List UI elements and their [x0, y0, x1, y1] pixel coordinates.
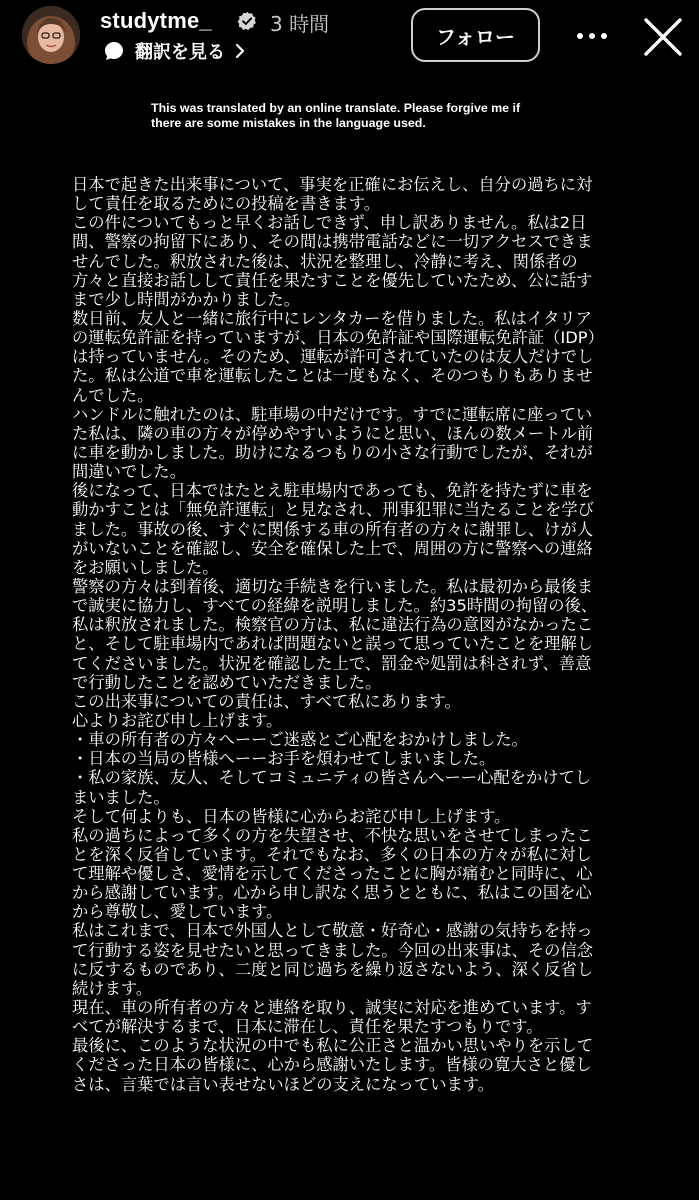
story-text-line: まいました。: [72, 787, 170, 807]
close-icon[interactable]: [640, 14, 686, 60]
story-text-line: べてが解決するまで、日本に滞在し、責任を果たすつもりです。: [72, 1017, 543, 1037]
avatar-image: [22, 6, 80, 64]
story-text-line: 現在、車の所有者の方々と連絡を取り、誠実に対応を進めています。す: [72, 998, 592, 1018]
story-text-line: 間違いでした。: [72, 462, 186, 482]
follow-button[interactable]: フォロー: [411, 8, 540, 62]
story-text-line: そして何よりも、日本の皆様に心からお詫び申し上げます。: [72, 806, 511, 826]
story-text-line: 私は釈放されました。検察官の方は、私に違法行為の意図がなかったこ: [72, 615, 594, 635]
story-text-line: た私は、隣の車の方々が停めやすいようにと思い、ほんの数メートル前: [72, 423, 594, 443]
story-text-line: の運転免許証を持っていますが、日本の免許証や国際運転免許証（IDP）: [72, 328, 604, 348]
story-text-line: 私はこれまで、日本で外国人として敬意・好奇心・感謝の気持ちを持っ: [72, 921, 593, 941]
story-text-line: た。私は公道で車を運転したことは一度もなく、そのつもりもありませ: [72, 366, 593, 386]
story-text-line: 方々と直接お話しして責任を果たすことを優先していたため、公に話す: [72, 270, 593, 290]
story-text-line: せんでした。釈放された後は、状況を整理し、冷静に考え、関係者の: [72, 251, 578, 271]
disclaimer-line: This was translated by an online translate. Please forgive me if: [151, 101, 521, 115]
story-text: [72, 175, 672, 1094]
story-text-line: がいないことを確認し、安全を確保した上で、周囲の方に警察への連絡: [72, 538, 593, 558]
story-text-line: をお願いしました。: [72, 557, 219, 577]
story-text-line: 数日前、友人と一緒に旅行中にレンタカーを借りました。私はイタリア: [72, 308, 592, 328]
story-text-line: 警察の方々は到着後、適切な手続きを行いました。私は最初から最後ま: [72, 576, 594, 596]
story-text-line: 心よりお詫び申し上げます。: [72, 710, 283, 730]
story-text-line: 日本で起きた出来事について、事実を正確にお伝えし、自分の過ちに対: [72, 175, 593, 194]
see-translation-link[interactable]: [103, 38, 247, 64]
story-text-line: ・私の家族、友人、そしてコミュニティの皆さんへーー心配をかけてし: [72, 768, 592, 788]
story-text-line: くださった日本の皆様に、心から感謝いたします。皆様の寛大さと優し: [72, 1055, 592, 1075]
story-text-line: と、そして駐車場内であれば問題ないと誤って思っていたことを理解し: [72, 634, 594, 654]
story-text-line: で誠実に協力し、すべての経緯を説明しました。約35時間の拘留の後、: [72, 596, 598, 616]
see-translation-label: 翻訳を見る: [135, 42, 225, 63]
story-text-line: 私の過ちによって多くの方を失望させ、不快な思いをさせてしまったこ: [72, 825, 593, 845]
story-header: [0, 0, 699, 80]
username[interactable]: studytme_: [100, 8, 212, 33]
story-text-line: は持っていません。そのため、運転が許可されていたのは友人だけでし: [72, 347, 594, 367]
story-text-line: この出来事についての責任は、すべて私にあります。: [72, 691, 461, 711]
story-text-line: 後になって、日本ではたとえ駐車場内であっても、免許を持たずに車を: [72, 481, 593, 501]
story-text-line: さは、言葉では言い表せないほどの支えになっています。: [72, 1074, 495, 1094]
story-text-line: 最後に、このような状況の中でも私に公正さと温かい思いやりを示して: [72, 1036, 594, 1056]
story-text-line: んでした。: [72, 385, 154, 405]
story-text-line: で行動したことを認めていただきました。: [72, 672, 382, 692]
story-text-line: ハンドルに触れたのは、駐車場の中だけです。すでに運転席に座ってい: [72, 404, 593, 424]
story-text-line: まで少し時間がかかりました。: [72, 289, 300, 309]
story-text-line: 続けます。: [72, 978, 153, 998]
story-text-line: から感謝しています。心から申し訳なく思うとともに、私はこの国を心: [72, 883, 592, 903]
story-text-line: ・車の所有者の方々へーーご迷惑とご心配をおかけしました。: [72, 730, 528, 750]
story-text-line: とを深く反省しています。それでもなお、多くの日本の方々が私に対し: [72, 844, 592, 864]
story-text-line: この件についてもっと早くお話しできず、申し訳ありません。私は2日: [72, 213, 587, 233]
avatar[interactable]: [22, 6, 80, 64]
post-timestamp: 3 時間: [270, 12, 330, 36]
story-text-line: ・日本の当局の皆様へーーお手を煩わせてしまいました。: [72, 749, 496, 769]
disclaimer-line: there are some mistakes in the language used.: [151, 116, 426, 130]
translate-icon: [103, 40, 125, 62]
story-text-line: てくださいました。状況を確認した上で、罰金や処罰は科されず、善意: [72, 653, 592, 673]
chevron-right-icon: [233, 43, 247, 59]
verified-badge-icon: [237, 11, 257, 31]
story-text-line: に反するものであり、二度と同じ過ちを繰り返さないよう、深く反省し: [72, 959, 594, 979]
story-text-line: て理解や優しさ、愛情を示してくださったことに胸が痛むと同時に、心: [72, 864, 593, 884]
story-text-line: て行動する姿を見せたいと思ってきました。今回の出来事は、その信念: [72, 940, 594, 960]
story-text-line: して責任を取るためにの投稿を書きます。: [72, 194, 381, 214]
story-text-line: から尊敬し、愛しています。: [72, 902, 283, 922]
story-text-line: ました。事故の後、すぐに関係する車の所有者の方々に謝罪し、けが人: [72, 519, 594, 539]
more-horizontal-icon[interactable]: [572, 22, 612, 50]
translation-disclaimer: [151, 101, 571, 131]
story-text-line: に車を動かしました。助けになるつもりの小さな行動でしたが、それが: [72, 442, 593, 462]
story-text-line: 動かすことは「無免許運転」と見なされ、刑事犯罪に当たることを学び: [72, 500, 594, 520]
story-text-line: 間、警察の拘留下にあり、その間は携帯電話などに一切アクセスできま: [72, 232, 593, 252]
